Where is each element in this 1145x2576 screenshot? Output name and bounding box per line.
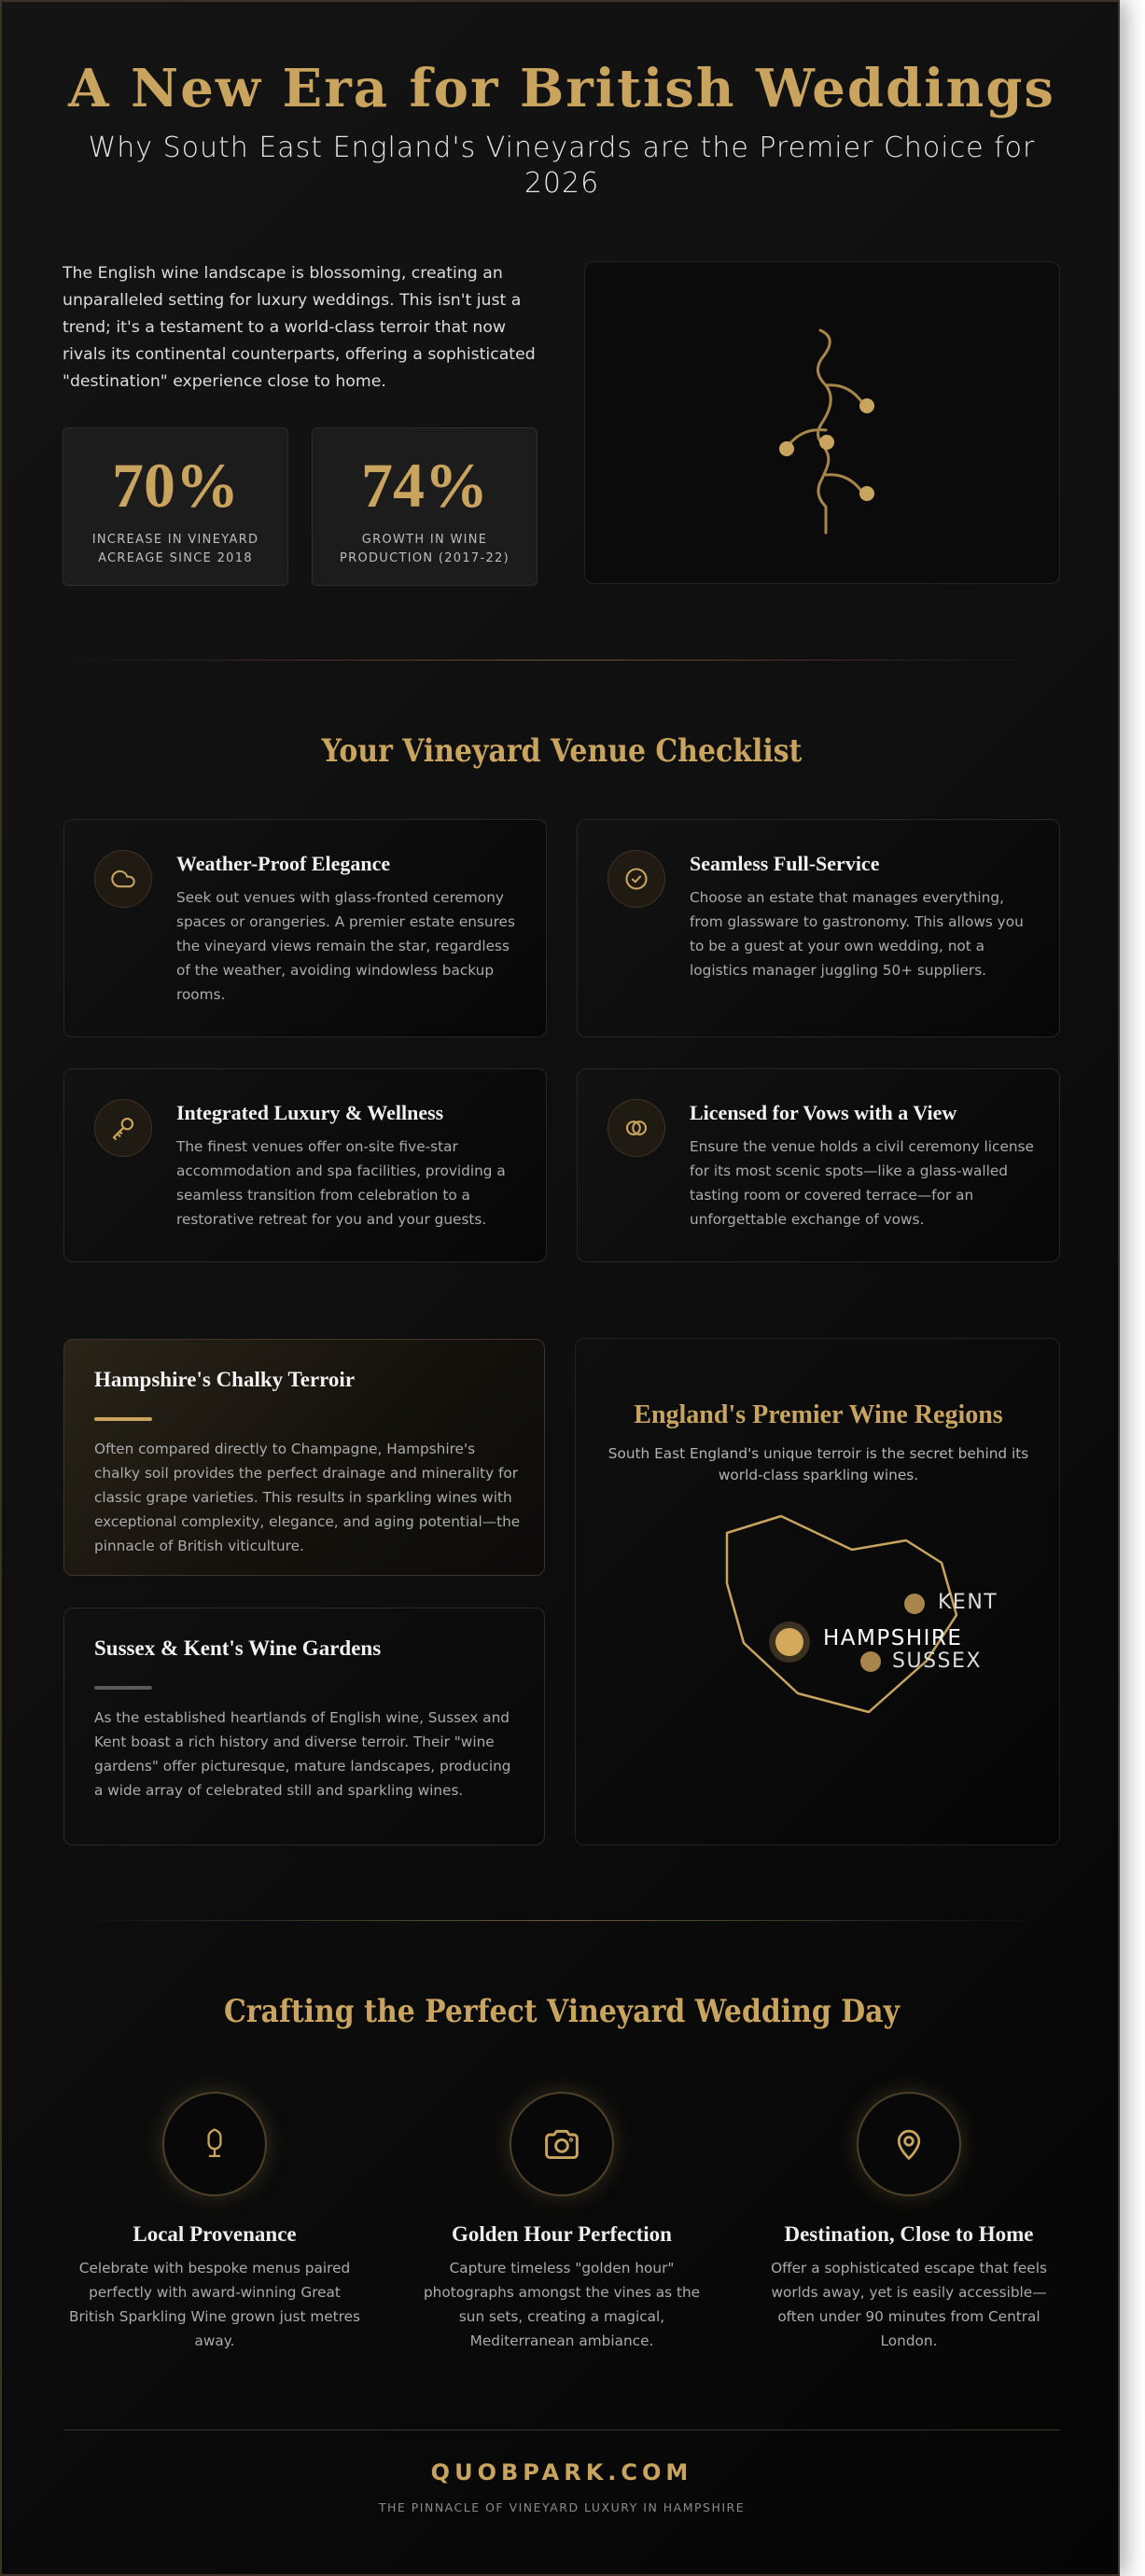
map-title: England's Premier Wine Regions bbox=[634, 1400, 1003, 1429]
section-divider bbox=[63, 1920, 1061, 1921]
feature-text: Offer a sophisticated escape that feels worlds away, yet is easily accessible—often under 90 minutes from Central London. bbox=[771, 2260, 1047, 2349]
wine-glass-icon bbox=[162, 2092, 267, 2196]
checklist-item-text: Seek out venues with glass-fronted ceremony spaces or orangeries. A premier estate ensures the vineyard views remain the star, regardless of the weather, avoiding windowless backup rooms. bbox=[176, 889, 515, 1003]
checklist-item-weather bbox=[63, 819, 547, 1037]
accent-bar bbox=[94, 1686, 152, 1690]
check-circle-icon bbox=[607, 850, 665, 908]
accent-bar bbox=[94, 1417, 152, 1421]
stat-value: 74% bbox=[361, 450, 488, 521]
region-text: As the established heartlands of English wine, Sussex and Kent boast a rich history and diverse terroir. Their "wine gardens" offer picturesque, mature landscapes, producing a wide array of celebrated still and sparkling wines. bbox=[94, 1709, 511, 1799]
camera-icon bbox=[510, 2092, 614, 2196]
grapevine-icon bbox=[585, 262, 1061, 585]
checklist-item-text: The finest venues offer on-site five-star accommodation and spa facilities, providing a seamless transition from celebration to a restorative retreat for you and your guests. bbox=[176, 1138, 506, 1228]
checklist-item-title: Weather-Proof Elegance bbox=[176, 852, 391, 875]
map-label-sussex: SUSSEX bbox=[892, 1650, 982, 1673]
map-subtitle: South East England's unique terroir is the secret behind its world-class sparkling wines. bbox=[607, 1445, 1029, 1483]
region-title: Sussex & Kent's Wine Gardens bbox=[94, 1636, 382, 1660]
feature-local-provenance bbox=[56, 2092, 373, 2353]
feature-title: Destination, Close to Home bbox=[784, 2222, 1034, 2246]
checklist-item-text: Ensure the venue holds a civil ceremony license for its most scenic spots—like a glass-walled tasting room or covered terrace—for an unforgettable exchange of vows. bbox=[690, 1138, 1034, 1228]
feature-text: Celebrate with bespoke menus paired perfectly with award-winning Great British Sparkling Wine grown just metres away. bbox=[68, 2260, 361, 2349]
region-card-sussex-kent bbox=[63, 1608, 545, 1845]
stat-label: INCREASE IN VINEYARD ACREAGE SINCE 2018 bbox=[91, 533, 259, 565]
region-title: Hampshire's Chalky Terroir bbox=[94, 1368, 356, 1391]
kent-marker bbox=[904, 1594, 925, 1614]
sussex-marker bbox=[860, 1651, 881, 1672]
intro-paragraph: The English wine landscape is blossoming, creating an unparalleled setting for luxury weddings. This isn't just a trend; it's a testament to a world-class terroir that now rivals its continental counterparts, offering a sophisticated "destination" experience close to home. bbox=[63, 264, 536, 391]
checklist-item-title: Seamless Full-Service bbox=[690, 852, 880, 875]
stat-card-acreage bbox=[63, 427, 288, 586]
region-card-hampshire bbox=[63, 1339, 545, 1576]
key-icon bbox=[94, 1099, 152, 1157]
checklist-item-full-service bbox=[577, 819, 1060, 1037]
map-pin-icon bbox=[857, 2092, 961, 2196]
checklist-item-text: Choose an estate that manages everything, from glassware to gastronomy. This allows you to be a guest at your own wedding, not a logistics manager juggling 50+ suppliers. bbox=[690, 889, 1024, 979]
region-text: Often compared directly to Champagne, Hampshire's chalky soil provides the perfect drainage and minerality for classic grape varieties. This results in sparkling wines with exceptional complexity, elegance, and aging potential—the pinnacle of British viticulture. bbox=[94, 1441, 521, 1554]
stat-label: GROWTH IN WINE PRODUCTION (2017-22) bbox=[339, 533, 510, 565]
feature-destination bbox=[750, 2092, 1068, 2353]
page-title: A New Era for British Weddings bbox=[68, 58, 1055, 119]
map-label-hampshire: HAMPSHIRE bbox=[823, 1626, 963, 1650]
checklist-item-licensed bbox=[577, 1068, 1060, 1262]
wine-regions-map-card bbox=[575, 1338, 1060, 1845]
footer-tagline: THE PINNACLE OF VINEYARD LUXURY IN HAMPSHIRE bbox=[378, 2500, 746, 2514]
features-title: Crafting the Perfect Vineyard Wedding Day bbox=[224, 1993, 900, 2030]
checklist-item-wellness bbox=[63, 1068, 547, 1262]
map-label-kent: KENT bbox=[938, 1591, 998, 1614]
rings-icon bbox=[607, 1099, 665, 1157]
checklist-item-title: Integrated Luxury & Wellness bbox=[176, 1101, 444, 1124]
vine-illustration-panel bbox=[584, 261, 1060, 584]
stat-card-production bbox=[312, 427, 538, 586]
page-subtitle: Why South East England's Vineyards are the Premier Choice for 2026 bbox=[88, 132, 1036, 200]
section-divider bbox=[63, 660, 1061, 661]
cloud-icon bbox=[94, 850, 152, 908]
hampshire-marker bbox=[775, 1628, 803, 1656]
footer-brand-link[interactable]: QUOBPARK.COM bbox=[430, 2459, 693, 2485]
checklist-item-title: Licensed for Vows with a View bbox=[690, 1101, 957, 1124]
stat-value: 70% bbox=[112, 450, 239, 521]
feature-text: Capture timeless "golden hour" photographs amongst the vines as the sun sets, creating a magical, Mediterranean ambiance. bbox=[423, 2260, 701, 2349]
feature-title: Golden Hour Perfection bbox=[452, 2222, 672, 2246]
feature-title: Local Provenance bbox=[133, 2222, 297, 2246]
feature-golden-hour bbox=[403, 2092, 720, 2353]
checklist-title: Your Vineyard Venue Checklist bbox=[321, 732, 803, 770]
